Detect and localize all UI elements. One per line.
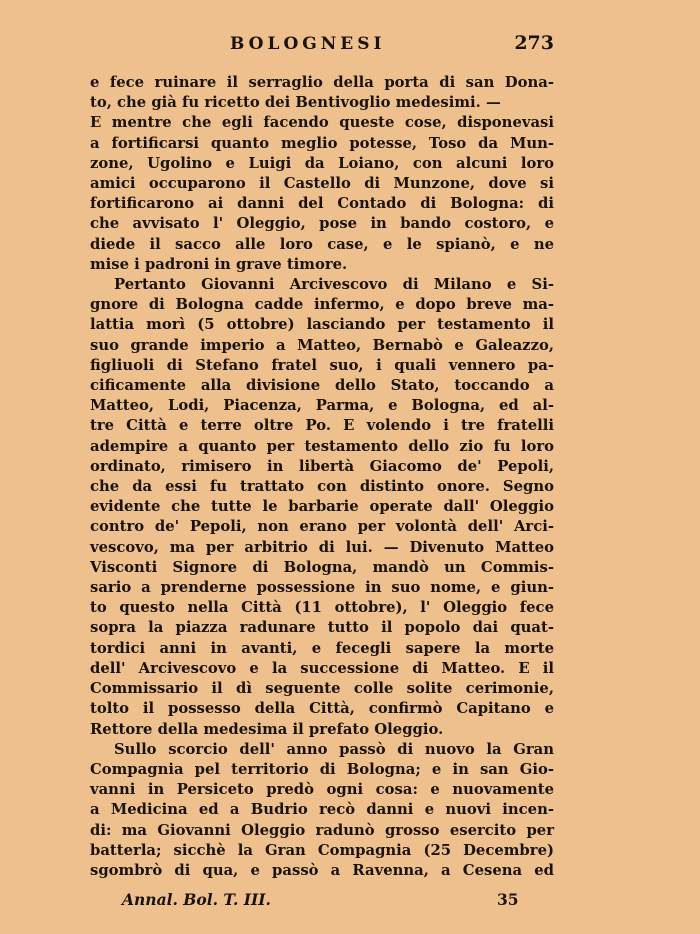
text-line: a fortificarsi quanto meglio potesse, Toso da Mun- (90, 134, 554, 152)
body-text (90, 73, 554, 881)
text-line: gnore di Bologna cadde infermo, e dopo breve ma- (90, 296, 554, 314)
running-title: BOLOGNESI (230, 34, 386, 54)
text-line: Commissario il dì seguente colle solite cerimonie, (90, 680, 554, 698)
text-line: amici occuparono il Castello di Munzone, dove si (90, 175, 554, 193)
signature-mark: Annal. Bol. T. III. (122, 890, 271, 909)
text-line: Sullo scorcio dell' anno passò di nuovo la Gran (114, 740, 554, 758)
page-number: 273 (514, 32, 554, 54)
text-line: Compagnia pel territorio di Bologna; e in san Gio- (90, 760, 554, 778)
text-line: adempire a quanto per testamento dello zio fu loro (90, 437, 554, 455)
text-line: diede il sacco alle loro case, e le spianò, e ne (90, 235, 554, 253)
text-line: tordici anni in avanti, e fecegli sapere la morte (90, 639, 554, 657)
text-line: Matteo, Lodi, Piacenza, Parma, e Bologna, ed al- (90, 397, 554, 415)
text-line: Pertanto Giovanni Arcivescovo di Milano e Si- (114, 276, 554, 294)
text-line: batterla; sicchè la Gran Compagnia (25 Decembre) (90, 841, 554, 859)
page-footer (90, 890, 554, 914)
signature-number: 35 (497, 890, 519, 909)
text-line: sgombrò di qua, e passò a Ravenna, a Cesena ed (90, 861, 554, 879)
text-line: contro de' Pepoli, non erano per volontà dell' Arci- (90, 518, 554, 536)
text-line: tolto il possesso della Città, confirmò Capitano e (90, 700, 554, 718)
text-line: suo grande imperio a Matteo, Bernabò e Galeazzo, (90, 336, 554, 354)
text-line: Rettore della medesima il prefato Oleggio. (90, 720, 444, 738)
text-line: sario a prenderne possessione in suo nome, e giun- (90, 579, 554, 597)
text-line: to, che già fu ricetto dei Bentivoglio medesimi. — (90, 94, 501, 112)
text-line: fortificarono ai danni del Contado di Bologna: di (90, 195, 554, 213)
text-line: figliuoli di Stefano fratel suo, i quali vennero pa- (90, 356, 554, 374)
text-line: lattia morì (5 ottobre) lasciando per testamento il (90, 316, 554, 334)
text-line: che da essi fu trattato con distinto onore. Segno (90, 478, 554, 496)
text-line: tre Città e terre oltre Po. E volendo i tre fratelli (90, 417, 554, 435)
text-line: ordinato, rimisero in libertà Giacomo de' Pepoli, (90, 457, 554, 475)
text-line: mise i padroni in grave timore. (90, 255, 348, 273)
text-line: cificamente alla divisione dello Stato, toccando a (90, 377, 554, 395)
running-head (90, 34, 554, 58)
text-line: evidente che tutte le barbarie operate dall' Oleggio (90, 498, 554, 516)
text-line: di: ma Giovanni Oleggio radunò grosso esercito per (90, 821, 554, 839)
text-line: a Medicina ed a Budrio recò danni e nuovi incen- (90, 801, 554, 819)
text-line: vanni in Persiceto predò ogni cosa: e nuovamente (90, 781, 554, 799)
text-line: dell' Arcivescovo e la successione di Matteo. E il (90, 659, 554, 677)
text-line: E mentre che egli facendo queste cose, disponevasi (90, 114, 554, 132)
text-line: to questo nella Città (11 ottobre), l' Oleggio fece (90, 599, 554, 617)
text-line: sopra la piazza radunare tutto il popolo dai quat- (90, 619, 554, 637)
text-line: Visconti Signore di Bologna, mandò un Commis- (90, 558, 554, 576)
text-line: vescovo, ma per arbitrio di lui. — Divenuto Matteo (90, 538, 554, 556)
text-line: che avvisato l' Oleggio, pose in bando costoro, e (90, 215, 554, 233)
text-line: e fece ruinare il serraglio della porta di san Dona- (90, 74, 554, 91)
text-line: zone, Ugolino e Luigi da Loiano, con alcuni loro (90, 154, 554, 172)
